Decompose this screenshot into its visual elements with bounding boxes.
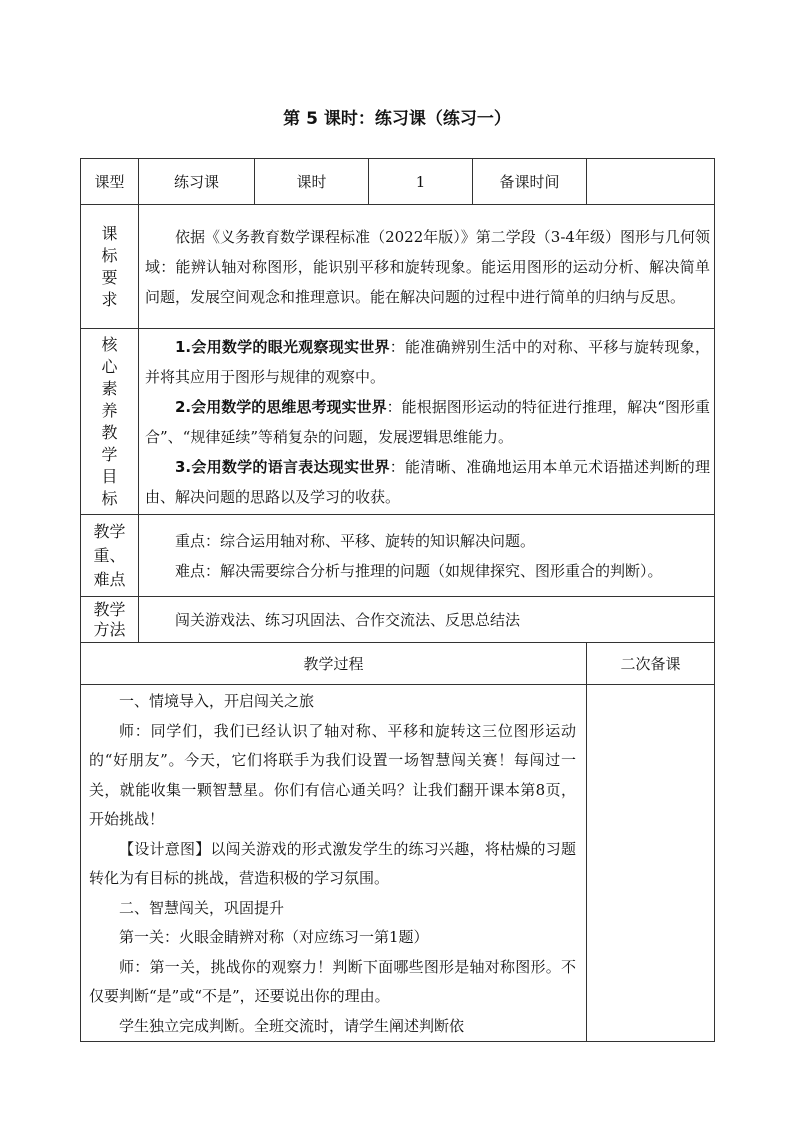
process-paragraph: 一、情境导入，开启闯关之旅 [119, 692, 315, 710]
process-header-row [81, 643, 715, 685]
methods-label [81, 597, 139, 643]
process-paragraph: 学生独立完成判断。全班交流时，请学生阐述判断依 [119, 1016, 465, 1035]
literacy-item-text: ：能清晰、准确地运用本单元术语描述判断的理由、解决问题的思路以及学习的收获。 [145, 457, 710, 506]
label-char: 标 [101, 245, 118, 265]
notes-header: 二次备课 [587, 643, 715, 685]
process-paragraph: 二、智慧闯关，巩固提升 [119, 898, 285, 917]
key-points-label [81, 515, 139, 597]
label-line: 教学 [93, 599, 126, 619]
literacy-item [145, 452, 710, 512]
lesson-plan-table [80, 158, 715, 1042]
methods-row [81, 597, 715, 643]
literacy-item [145, 392, 710, 452]
period-label: 课时 [255, 159, 369, 205]
literacy-item [145, 332, 710, 392]
page-title: 第 5 课时：练习课（练习一） [283, 109, 511, 129]
standards-label [81, 205, 139, 329]
type-label: 课型 [81, 159, 139, 205]
type-value: 练习课 [139, 159, 255, 205]
prep-time-value [587, 159, 715, 205]
label-line: 难点 [93, 569, 126, 589]
label-char: 课 [101, 223, 118, 243]
literacy-item-text: ：能根据图形运动的特征进行推理，解决“图形重合”、“规律延续”等稍复杂的问题，发展逻辑思维能力。 [145, 397, 711, 446]
standards-row [81, 205, 715, 329]
standards-content [139, 205, 715, 329]
process-content [81, 685, 587, 1042]
literacy-content [139, 329, 715, 515]
methods-content [139, 597, 715, 643]
notes-content [587, 685, 715, 1042]
label-char: 要 [101, 267, 118, 287]
process-paragraph: 师：同学们，我们已经认识了轴对称、平移和旋转这三位图形运动的“好朋友”。今天，它们将联手为我们设置一场智慧闯关赛！每闯过一关，就能收集一颗智慧星。你们有信心通关吗？让我们翻开课本第8页，开始挑战！ [89, 721, 576, 828]
methods-text: 闯关游戏法、练习巩固法、合作交流法、反思总结法 [175, 610, 521, 629]
label-char: 素 [101, 378, 118, 398]
literacy-item-heading: 2.会用数学的思维思考现实世界 [175, 397, 387, 416]
focus-text: 重点：综合运用轴对称、平移、旋转的知识解决问题。 [175, 531, 536, 550]
header-row [81, 159, 715, 205]
standards-text: 依据《义务教育数学课程标准（2022年版）》第二学段（3-4年级）图形与几何领域：能辨认轴对称图形，能识别平移和旋转现象。能运用图形的运动分析、解决简单问题，发展空间观念和推理意识。能在解决问题的过程中进行简单的归纳与反思。 [145, 227, 710, 306]
label-char: 求 [101, 289, 118, 309]
process-body-row [81, 685, 715, 1042]
process-paragraph: 【设计意图】以闯关游戏的形式激发学生的练习兴趣，将枯燥的习题转化为有目标的挑战，营造积极的学习氛围。 [89, 839, 576, 887]
label-line: 方法 [93, 619, 126, 639]
literacy-item-heading: 3.会用数学的语言表达现实世界 [175, 457, 390, 476]
label-char: 养 [101, 400, 118, 420]
prep-time-label: 备课时间 [473, 159, 587, 205]
label-char: 核 [101, 334, 118, 354]
label-char: 标 [101, 488, 118, 508]
process-header: 教学过程 [81, 643, 587, 685]
label-line: 重、 [93, 545, 126, 565]
label-char: 目 [101, 466, 118, 486]
literacy-item-heading: 1.会用数学的眼光观察现实世界 [175, 337, 390, 356]
process-paragraph: 第一关：火眼金睛辨对称（对应练习一第1题） [119, 928, 429, 946]
process-paragraph: 师：第一关，挑战你的观察力！判断下面哪些图形是轴对称图形。不仅要判断“是”或“不是”，还要说出你的理由。 [89, 957, 576, 1005]
period-value: 1 [369, 159, 473, 205]
label-line: 教学 [93, 521, 126, 541]
literacy-label [81, 329, 139, 515]
literacy-row [81, 329, 715, 515]
label-char: 心 [101, 356, 118, 376]
label-char: 学 [101, 444, 118, 464]
key-points-content [139, 515, 715, 597]
label-char: 教 [101, 422, 118, 442]
difficulty-text: 难点：解决需要综合分析与推理的问题（如规律探究、图形重合的判断）。 [175, 561, 663, 580]
key-points-row [81, 515, 715, 597]
literacy-item-text: ：能准确辨别生活中的对称、平移与旋转现象，并将其应用于图形与规律的观察中。 [145, 337, 710, 386]
